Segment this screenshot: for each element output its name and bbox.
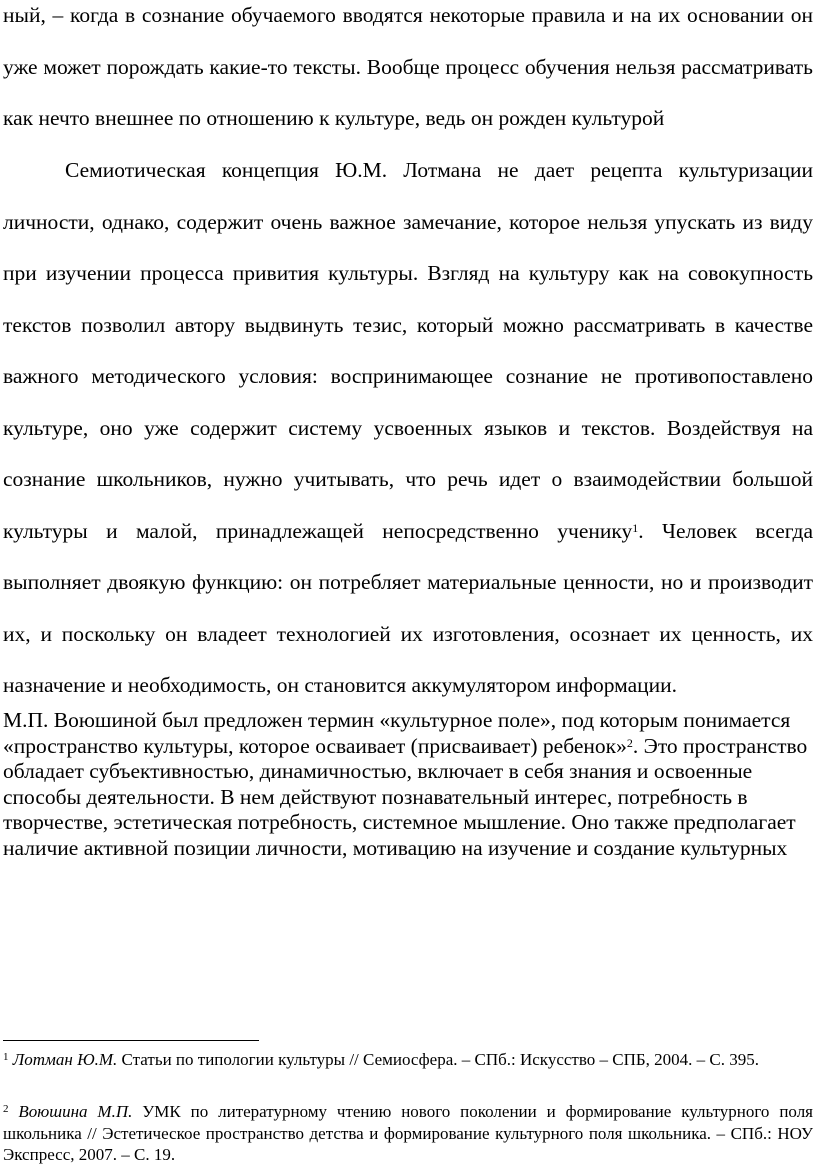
footnote-2 [3, 1101, 813, 1166]
paragraph-3 [3, 708, 813, 861]
footnote-1-author: Лотман Ю.М. [12, 1050, 118, 1069]
paragraph-3-text-start: М.П. Воюшиной был предложен термин «культурное поле», под которым понимается «пространство культуры, которое осваивает (присваивает) ребенок» [3, 708, 791, 758]
paragraph-2-text-end: . Человек всегда выполняет двоякую функцию: он потребляет материальные ценности, но и производит их, и поскольку он владеет технологией их изготовления, осознает их ценность, их назначение и необходимость, он становится аккумулятором информации. [3, 518, 813, 697]
footnote-ref-1[interactable]: 1 [632, 520, 639, 535]
footnote-2-text: УМК по литературному чтению нового поколении и формирование культурного поля школьника // Эстетическое пространство детства и формирование культурного поля школьника. – СПб.: НОУ Экспресс, 2007. – С. 19. [3, 1102, 813, 1164]
paragraph-2 [3, 145, 813, 712]
footnote-separator [3, 1040, 259, 1041]
paragraph-2-text-start: Семиотическая концепция Ю.М. Лотмана не дает рецепта культуризации личности, однако, содержит очень важное замечание, которое нельзя упускать из виду при изучении процесса привития культуры. Взгляд на культуру как на совокупность текстов позволил автору выдвинуть тезис, который можно рассматривать в качестве важного методического условия: воспринимающее сознание не противопоставлено культуре, оно уже содержит систему усвоенных языков и текстов. Воздействуя на сознание школьников, нужно учитывать, что речь идет о взаимодействии большой культуры и малой, принадлежащей непосредственно ученику [3, 158, 813, 543]
paragraph-3-text-end: . Это пространство обладает субъективностью, динамичностью, включает в себя знания и освоенные способы деятельности. В нем действуют познавательный интерес, потребность в творчестве, эстетическая потребность, системное мышление. Оно также предполагает наличие активной позиции личности, мотивацию на изучение и создание культурных [3, 733, 808, 860]
paragraph-1 [3, 0, 813, 145]
footnote-1 [3, 1049, 813, 1071]
footnote-ref-2[interactable]: 2 [626, 735, 633, 750]
paragraph-1-text: ный, – когда в сознание обучаемого вводятся некоторые правила и на их основании он уже может порождать какие-то тексты. Вообще процесс обучения нельзя рассматривать как нечто внешнее по отношению к культуре, ведь он рожден культурой [3, 3, 813, 130]
footnote-1-number: 1 [3, 1051, 9, 1063]
footnote-1-text: Статьи по типологии культуры // Семиосфера. – СПб.: Искусство – СПБ, 2004. – С. 395. [117, 1050, 759, 1069]
footnote-2-author: Воюшина М.П. [18, 1102, 133, 1121]
footnote-2-number: 2 [3, 1103, 9, 1115]
